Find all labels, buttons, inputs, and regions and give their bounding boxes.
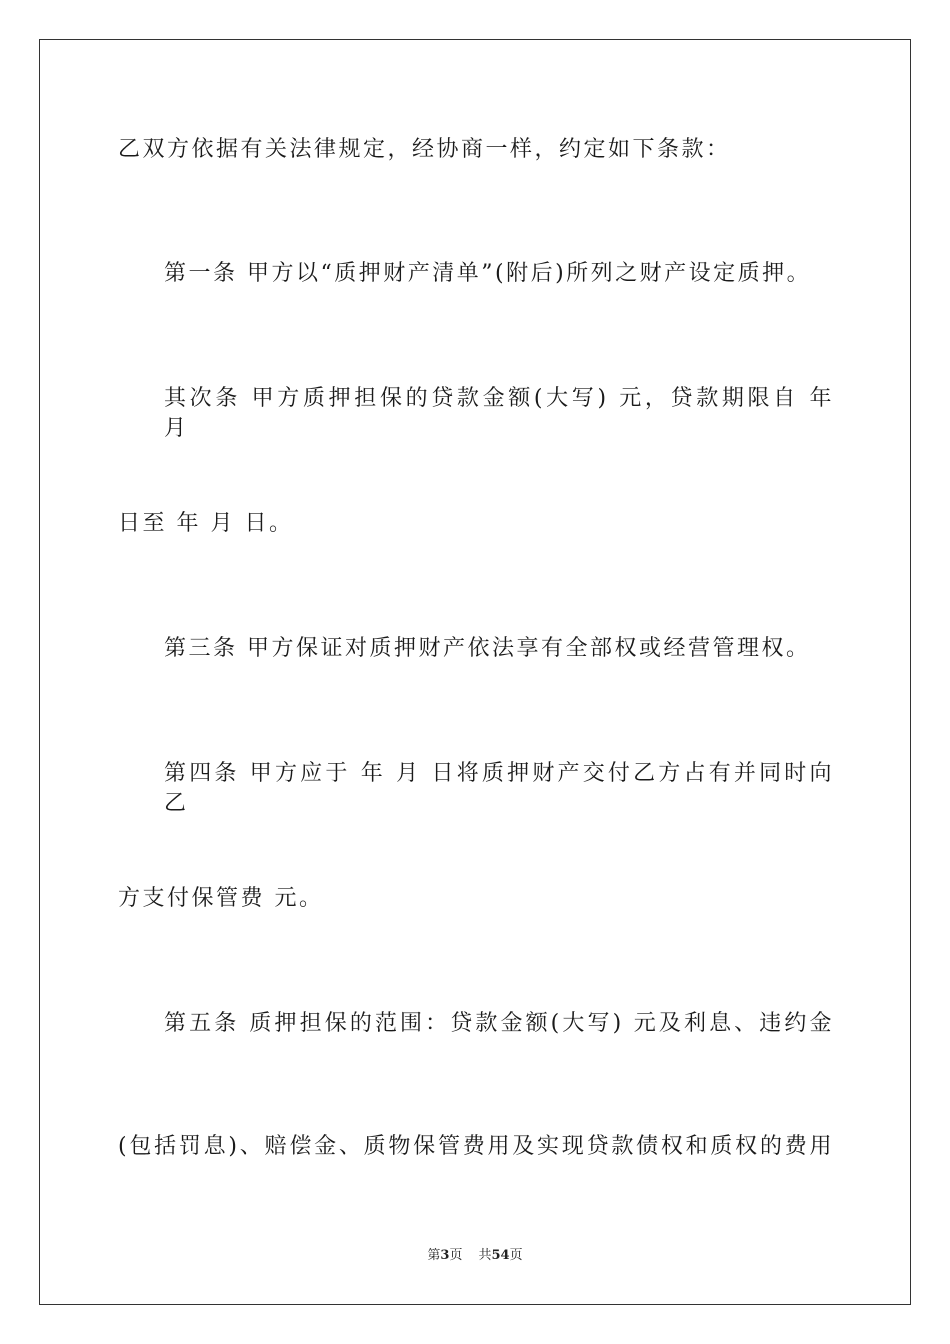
article-4-line-1: 第四条 甲方应于 年 月 日将质押财产交付乙方占有并同时向乙 bbox=[164, 761, 834, 816]
article-5-line-2: (包括罚息)、赔偿金、质物保管费用及实现贷款债权和质权的费用 bbox=[118, 1134, 834, 1159]
page-border bbox=[39, 39, 911, 1305]
page-number: 3 bbox=[440, 1248, 450, 1263]
article-1: 第一条 甲方以“质押财产清单”(附后)所列之财产设定质押。 bbox=[164, 261, 812, 286]
article-5-line-1: 第五条 质押担保的范围：贷款金额(大写) 元及利息、违约金 bbox=[164, 1011, 834, 1036]
article-2-line-2: 日至 年 月 日。 bbox=[118, 511, 294, 536]
page-suffix: 页 bbox=[449, 1248, 463, 1263]
page-prefix: 第 bbox=[427, 1248, 441, 1263]
article-2-line-1: 其次条 甲方质押担保的贷款金额(大写) 元，贷款期限自 年 月 bbox=[164, 386, 834, 441]
paragraph-line: 乙双方依据有关法律规定，经协商一样，约定如下条款： bbox=[118, 137, 731, 162]
total-prefix: 共 bbox=[478, 1248, 492, 1263]
total-pages: 54 bbox=[491, 1248, 510, 1263]
total-suffix: 页 bbox=[509, 1248, 523, 1263]
article-3: 第三条 甲方保证对质押财产依法享有全部权或经营管理权。 bbox=[164, 636, 811, 661]
article-4-line-2: 方支付保管费 元。 bbox=[118, 886, 324, 911]
page-footer bbox=[0, 1248, 950, 1264]
